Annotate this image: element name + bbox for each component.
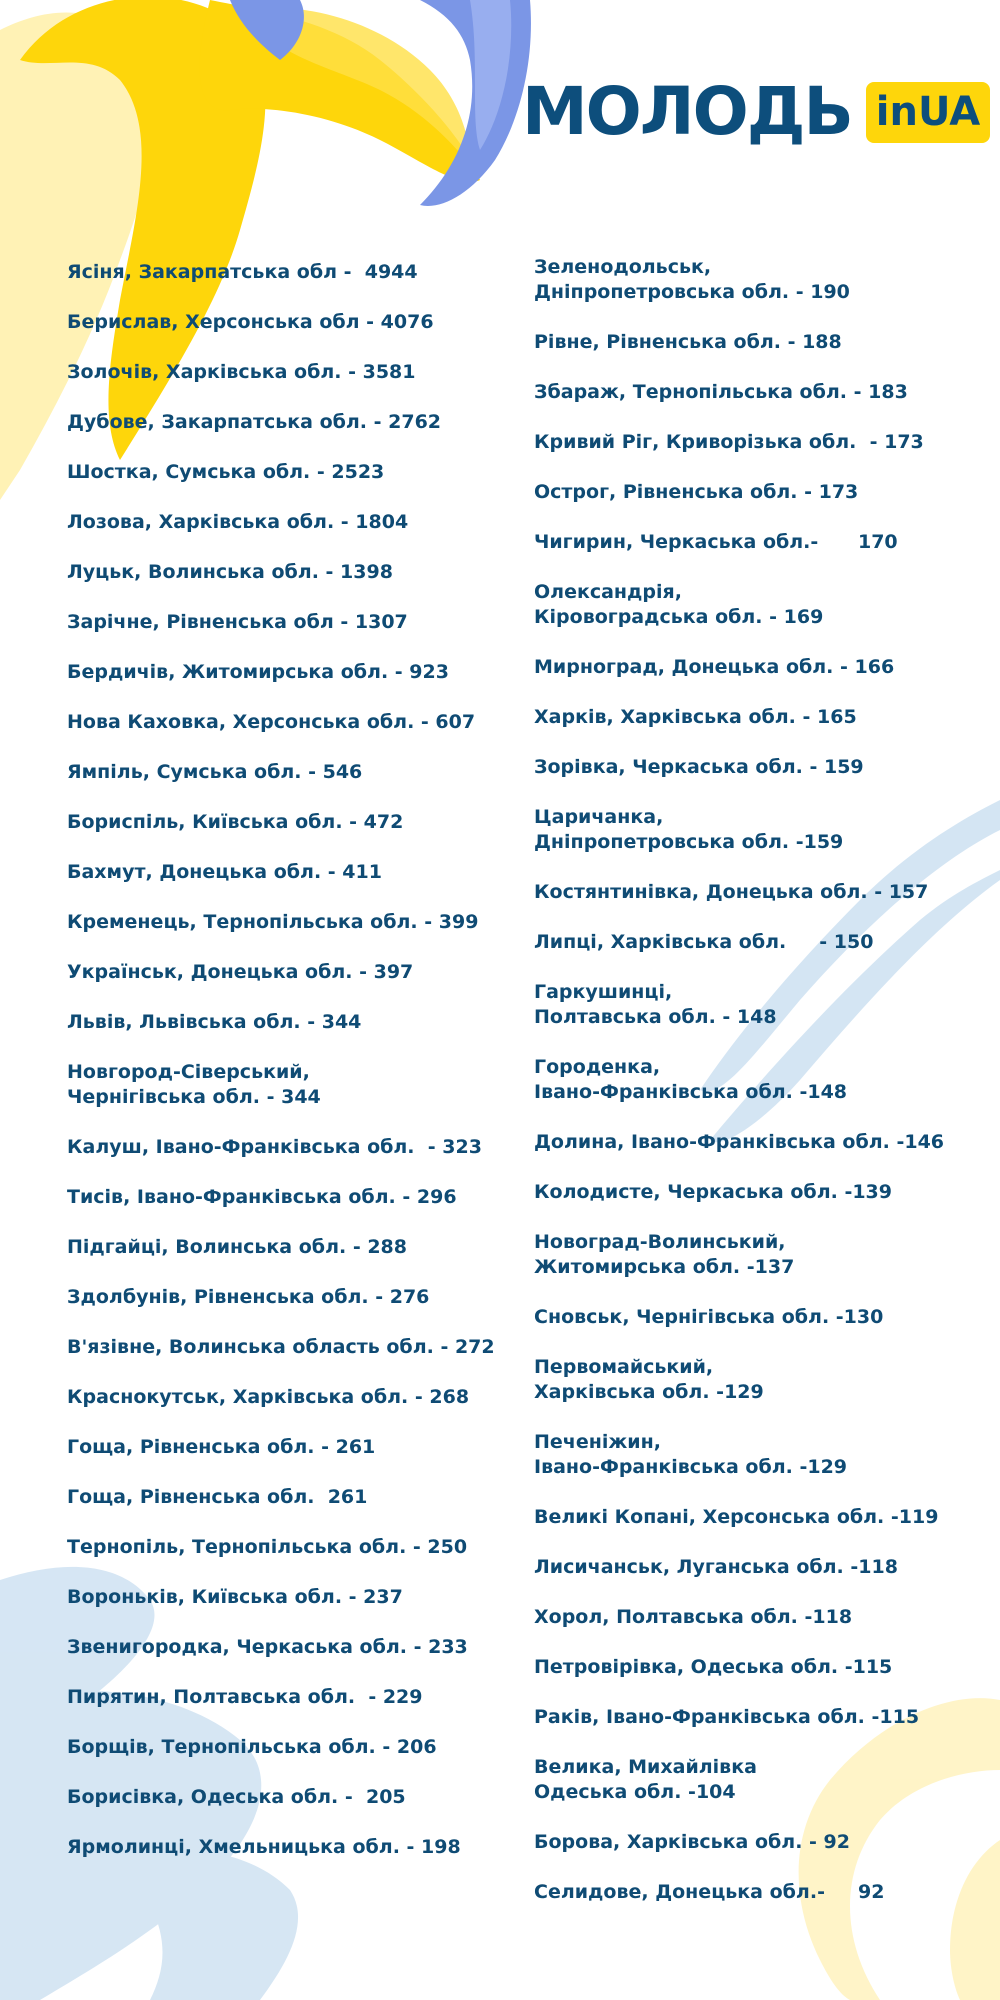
list-item: Зеленодольськ, Дніпропетровська обл. - 190 [534,256,850,303]
list-item: Харків, Харківська обл. - 165 [534,706,857,728]
list-item: Новгород-Сіверський, Чернігівська обл. - 344 [67,1061,321,1108]
list-item: Костянтинівка, Донецька обл. - 157 [534,881,929,903]
list-item: Вороньків, Київська обл. - 237 [67,1586,403,1608]
list-item: Печеніжин, Івано-Франківська обл. -129 [534,1431,848,1478]
list-item: Тернопіль, Тернопільська обл. - 250 [67,1536,468,1558]
light-blue-brush-stroke-bottom [0,1567,298,2000]
list-item: Тисів, Івано-Франківська обл. - 296 [67,1186,457,1208]
list-item: Ясіня, Закарпатська обл - 4944 [67,261,418,283]
list-item: Велика, Михайлівка Одеська обл. -104 [534,1756,757,1803]
list-item: Хорол, Полтавська обл. -118 [534,1606,853,1628]
list-item: Луцьк, Волинська обл. - 1398 [67,561,393,583]
list-item: Золочів, Харківська обл. - 3581 [67,361,416,383]
list-item: Селидове, Донецька обл.- 92 [534,1881,885,1903]
list-item: Лозова, Харківська обл. - 1804 [67,511,409,533]
list-item: Здолбунів, Рівненська обл. - 276 [67,1286,430,1308]
list-item: Калуш, Івано-Франківська обл. - 323 [67,1136,482,1158]
list-item: Ярмолинці, Хмельницька обл. - 198 [67,1836,461,1858]
list-item: В'язівне, Волинська область обл. - 272 [67,1336,495,1358]
list-item: Раків, Івано-Франківська обл. -115 [534,1706,920,1728]
list-item: Колодисте, Черкаська обл. -139 [534,1181,892,1203]
list-item: Борова, Харківська обл. - 92 [534,1831,850,1853]
list-item: Збараж, Тернопільська обл. - 183 [534,381,908,403]
list-item: Зарічне, Рівненська обл - 1307 [67,611,408,633]
list-item: Зорівка, Черкаська обл. - 159 [534,756,864,778]
list-item: Гоща, Рівненська обл. 261 [67,1486,368,1508]
list-item: Гоща, Рівненська обл. - 261 [67,1436,376,1458]
list-item: Львів, Львівська обл. - 344 [67,1011,362,1033]
list-item: Острог, Рівненська обл. - 173 [534,481,859,503]
list-item: Кременець, Тернопільська обл. - 399 [67,911,479,933]
list-item: Гаркушинці, Полтавська обл. - 148 [534,981,777,1028]
logo-badge: inUA [866,82,990,143]
list-item: Кривий Ріг, Криворізька обл. - 173 [534,431,924,453]
list-item: Городенка, Івано-Франківська обл. -148 [534,1056,848,1103]
list-item: Борисівка, Одеська обл. - 205 [67,1786,406,1808]
list-item: Первомайський, Харківська обл. -129 [534,1356,764,1403]
list-item: Українськ, Донецька обл. - 397 [67,961,414,983]
list-item: Долина, Івано-Франківська обл. -146 [534,1131,945,1153]
list-item: Петровірівка, Одеська обл. -115 [534,1656,893,1678]
logo-word: МОЛОДЬ [522,73,852,150]
list-item: Берислав, Херсонська обл - 4076 [67,311,434,333]
list-item: Новоград-Волинський, Житомирська обл. -137 [534,1231,795,1278]
list-item: Ямпіль, Сумська обл. - 546 [67,761,363,783]
list-item: Сновськ, Чернігівська обл. -130 [534,1306,884,1328]
list-item: Великі Копані, Херсонська обл. -119 [534,1506,939,1528]
list-item: Рівне, Рівненська обл. - 188 [534,331,842,353]
list-item: Підгайці, Волинська обл. - 288 [67,1236,407,1258]
list-item: Бахмут, Донецька обл. - 411 [67,861,382,883]
list-item: Нова Каховка, Херсонська обл. - 607 [67,711,476,733]
list-item: Царичанка, Дніпропетровська обл. -159 [534,806,844,853]
brand-logo [522,72,990,152]
list-item: Липці, Харківська обл. - 150 [534,931,874,953]
list-item: Борщів, Тернопільська обл. - 206 [67,1736,437,1758]
list-item: Олександрія, Кіровоградська обл. - 169 [534,581,824,628]
list-item: Краснокутськ, Харківська обл. - 268 [67,1386,470,1408]
list-item: Чигирин, Черкаська обл.- 170 [534,531,898,553]
list-item: Лисичанськ, Луганська обл. -118 [534,1556,898,1578]
list-item: Дубове, Закарпатська обл. - 2762 [67,411,442,433]
list-item: Мирноград, Донецька обл. - 166 [534,656,895,678]
list-item: Бориспіль, Київська обл. - 472 [67,811,404,833]
list-item: Бердичів, Житомирська обл. - 923 [67,661,449,683]
list-item: Шостка, Сумська обл. - 2523 [67,461,385,483]
list-item: Звенигородка, Черкаська обл. - 233 [67,1636,468,1658]
list-item: Пирятин, Полтавська обл. - 229 [67,1686,423,1708]
